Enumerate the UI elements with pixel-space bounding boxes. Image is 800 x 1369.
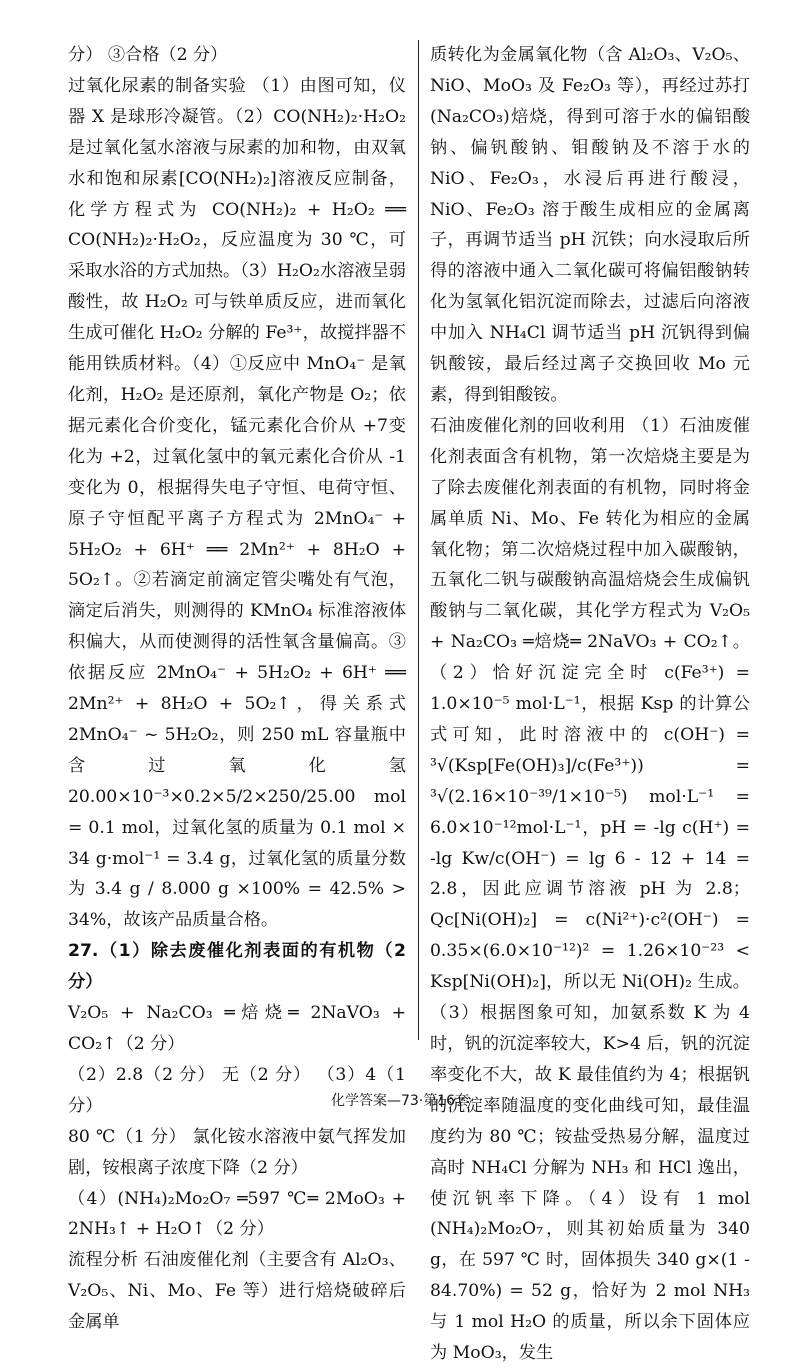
para-l4: （2）2.8（2 分） 无（2 分） （3）4（1 分） <box>68 1064 406 1116</box>
para-l6: （4）(NH₄)₂Mo₂O₇ ═597 ℃═ 2MoO₃ + 2NH₃↑ + H₂O↑（2 分） <box>68 1188 406 1240</box>
column-divider <box>418 40 419 1040</box>
para-l1: 过氧化尿素的制备实验 （1）由图可知，仪器 X 是球形冷凝管。（2）CO(NH₂)₂·H₂O₂ 是过氧化氢水溶液与尿素的加和物，由双氧水和饱和尿素[CO(NH₂)₂]溶液反应制备，化学方程式为 CO(NH₂)₂ + H₂O₂ ══ CO(NH₂)₂·H₂O₂，反应温度为 30 ℃，可采取水浴的方式加热。（3）H₂O₂水溶液呈弱酸性，故 H₂O₂ 可与铁单质反应，进而氧化生成可催化 H₂O₂ 分解的 Fe³⁺，故搅拌器不能用铁质材料。（4）①反应中 MnO₄⁻ 是氧化剂，H₂O₂ 是还原剂，氧化产物是 O₂；依据元素化合价变化，锰元素化合价从 +7变化为 +2，过氧化氢中的氧元素化合价从 -1 变化为 0，根据得失电子守恒、电荷守恒、原子守恒配平离子方程式为 2MnO₄⁻ + 5H₂O₂ + 6H⁺ ══ 2Mn²⁺ + 8H₂O + 5O₂↑。②若滴定前滴定管尖嘴处有气泡，滴定后消失，则测得的 KMnO₄ 标准溶液体积偏大，从而使测得的活性氧含量偏高。③依据反应 2MnO₄⁻ + 5H₂O₂ + 6H⁺ ══ 2Mn²⁺ + 8H₂O + 5O₂↑，得关系式 2MnO₄⁻ ~ 5H₂O₂，则 250 mL 容量瓶中含过氧化氢 20.00×10⁻³×0.2×5/2×250/25.00 mol = 0.1 mol，过氧化氢的质量为 0.1 mol × 34 g·mol⁻¹ = 3.4 g，过氧化氢的质量分数为 3.4 g / 8.000 g ×100% = 42.5% > 34%，故该产品质量合格。 <box>68 75 406 931</box>
para-l0: 分） ③合格（2 分） <box>68 45 228 65</box>
para-l3: V₂O₅ + Na₂CO₃ ═焙烧═ 2NaVO₃ + CO₂↑（2 分） <box>68 1003 406 1054</box>
para-l5: 80 ℃（1 分） 氯化铵水溶液中氨气挥发加剧，铵根离子浓度下降（2 分） <box>68 1126 406 1178</box>
para-l7: 流程分析 石油废催化剂（主要含有 Al₂O₃、V₂O₅、Ni、Mo、Fe 等）进行焙烧破碎后金属单 <box>68 1250 406 1333</box>
page-footer: 化学答案—73·第16套 <box>330 1093 470 1109</box>
left-column <box>68 40 406 1338</box>
right-column <box>430 40 750 1369</box>
question-27-answer: 27.（1）除去废催化剂表面的有机物（2 分） <box>68 941 406 993</box>
para-r1: 石油废催化剂的回收利用 （1）石油废催化剂表面含有机物，第一次焙烧主要是为了除去废催化剂表面的有机物，同时将金属单质 Ni、Mo、Fe 转化为相应的金属氧化物；第二次焙烧过程中加入碳酸钠，五氧化二钒与碳酸钠高温焙烧会生成偏钒酸钠与二氧化碳，其化学方程式为 V₂O₅ + Na₂CO₃ ═焙烧═ 2NaVO₃ + CO₂↑。（2）恰好沉淀完全时 c(Fe³⁺) = 1.0×10⁻⁵ mol·L⁻¹，根据 Ksp 的计算公式可知，此时溶液中的 c(OH⁻) = ³√(Ksp[Fe(OH)₃]/c(Fe³⁺)) = ³√(2.16×10⁻³⁹/1×10⁻⁵) mol·L⁻¹ = 6.0×10⁻¹²mol·L⁻¹，pH = -lg c(H⁺) = -lg Kw/c(OH⁻) = lg 6 - 12 + 14 = 2.8，因此应调节溶液 pH 为 2.8；Qc[Ni(OH)₂] = c(Ni²⁺)·c²(OH⁻) = 0.35×(6.0×10⁻¹²)² = 1.26×10⁻²³ < Ksp[Ni(OH)₂]，所以无 Ni(OH)₂ 生成。（3）根据图象可知，加氨系数 K 为 4 时，钒的沉淀率较大，K>4 后，钒的沉淀率变化不大，故 K 最佳值约为 4；根据钒的沉淀率随温度的变化曲线可知，最佳温度约为 80 ℃；铵盐受热易分解，温度过高时 NH₄Cl 分解为 NH₃ 和 HCl 逸出，使沉钒率下降。（4）设有 1 mol (NH₄)₂Mo₂O₇，则其初始质量为 340 g，在 597 ℃ 时，固体损失 340 g×(1 - 84.70%) = 52 g，恰好为 2 mol NH₃ 与 1 mol H₂O 的质量，所以余下固体应为 MoO₃，发生 <box>430 415 750 1364</box>
para-r0: 质转化为金属氧化物（含 Al₂O₃、V₂O₅、NiO、MoO₃ 及 Fe₂O₃ 等），再经过苏打(Na₂CO₃)焙烧，得到可溶于水的偏铝酸钠、偏钒酸钠、钼酸钠及不溶于水的 NiO、Fe₂O₃，水浸后再进行酸浸，NiO、Fe₂O₃ 溶于酸生成相应的金属离子，再调节适当 pH 沉铁；向水浸取后所得的溶液中通入二氧化碳可将偏铝酸钠转化为氢氧化铝沉淀而除去，过滤后向溶液中加入 NH₄Cl 调节适当 pH 沉钒得到偏钒酸铵，最后经过离子交换回收 Mo 元素，得到钼酸铵。 <box>430 45 750 405</box>
